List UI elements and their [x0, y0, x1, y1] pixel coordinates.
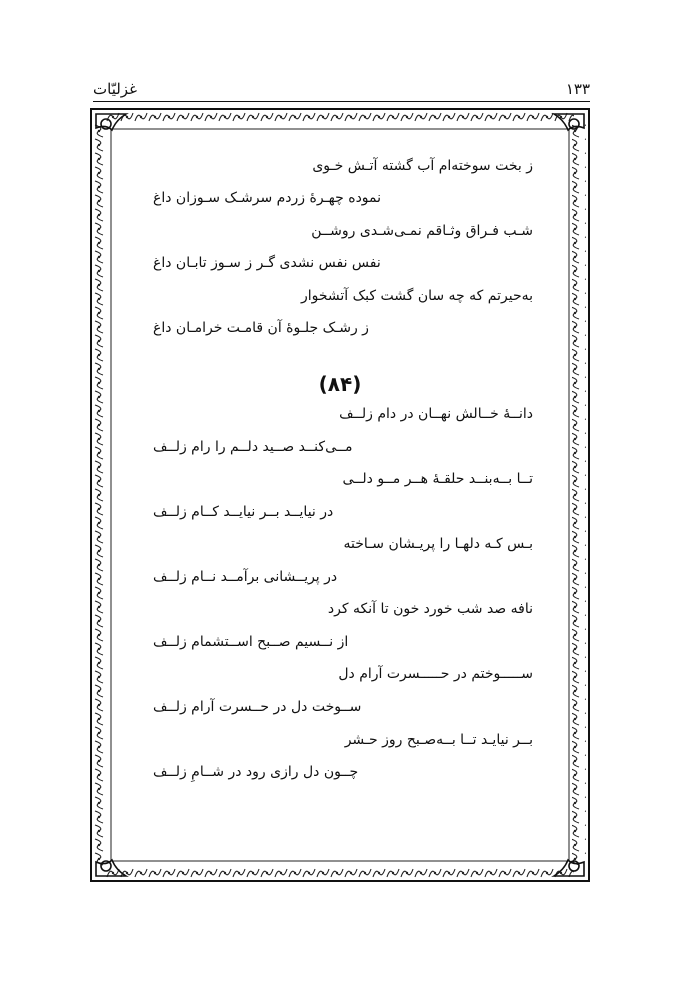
verse-line: بـس کـه دلهـا را پریـشان سـاخته: [343, 536, 533, 552]
verse-line: بــر نیایـد تــا بــه‌صـبح روز حـشر: [344, 732, 533, 748]
verse-line: در پریــشانی برآمــد نــام زلــف: [153, 569, 338, 585]
verse-line: مــی‌کنــد صــید دلــم را رام زلــف: [153, 439, 353, 455]
section-title: غزلیّات: [93, 80, 137, 98]
verse-line: در نیایــد بــر نیایــد کــام زلــف: [153, 504, 334, 520]
verse-line: نموده چهـرهٔ زردم سرشـک سـوزان داغ: [153, 190, 382, 206]
page-number: ۱۳۳: [565, 80, 590, 98]
verse-line: نفس نفس نشدی گـر ز سـوز تابـان داغ: [153, 255, 381, 271]
verse-line: ز بخت سوخته‌ام آب گشته آتـش خـوی: [312, 158, 533, 174]
poem-number: (۸۴): [318, 372, 362, 396]
verse-line: شـب فـراق وثـاقم نمـی‌شـدی روشــن: [311, 223, 533, 239]
verse-line: ز رشـک جلـوهٔ آن قامـت خرامـان داغ: [153, 320, 369, 336]
verse-line: از نــسیم صــبح اســتشمام زلــف: [153, 634, 349, 650]
verse-line: چــون دل رازی رود در شــامِ زلــف: [153, 764, 359, 780]
verse-line: به‌حیرتم که چه سان گشت کبک آتشخوار: [300, 288, 533, 304]
header-rule: [93, 101, 590, 102]
verse-line: نافه صد شب خورد خون تا آنکه کرد: [327, 601, 533, 617]
verse-line: تــا بــه‌بنــد حلقـهٔ هــر مــو دلــی: [342, 471, 533, 487]
verse-line: ســوخت دل در حــسرت آرام زلــف: [153, 699, 362, 715]
verse-line: ســـــوختم در حـــــسرت آرام دل: [338, 666, 533, 682]
verse-line: دانــهٔ خــالش نهــان در دام زلــف: [339, 406, 533, 422]
